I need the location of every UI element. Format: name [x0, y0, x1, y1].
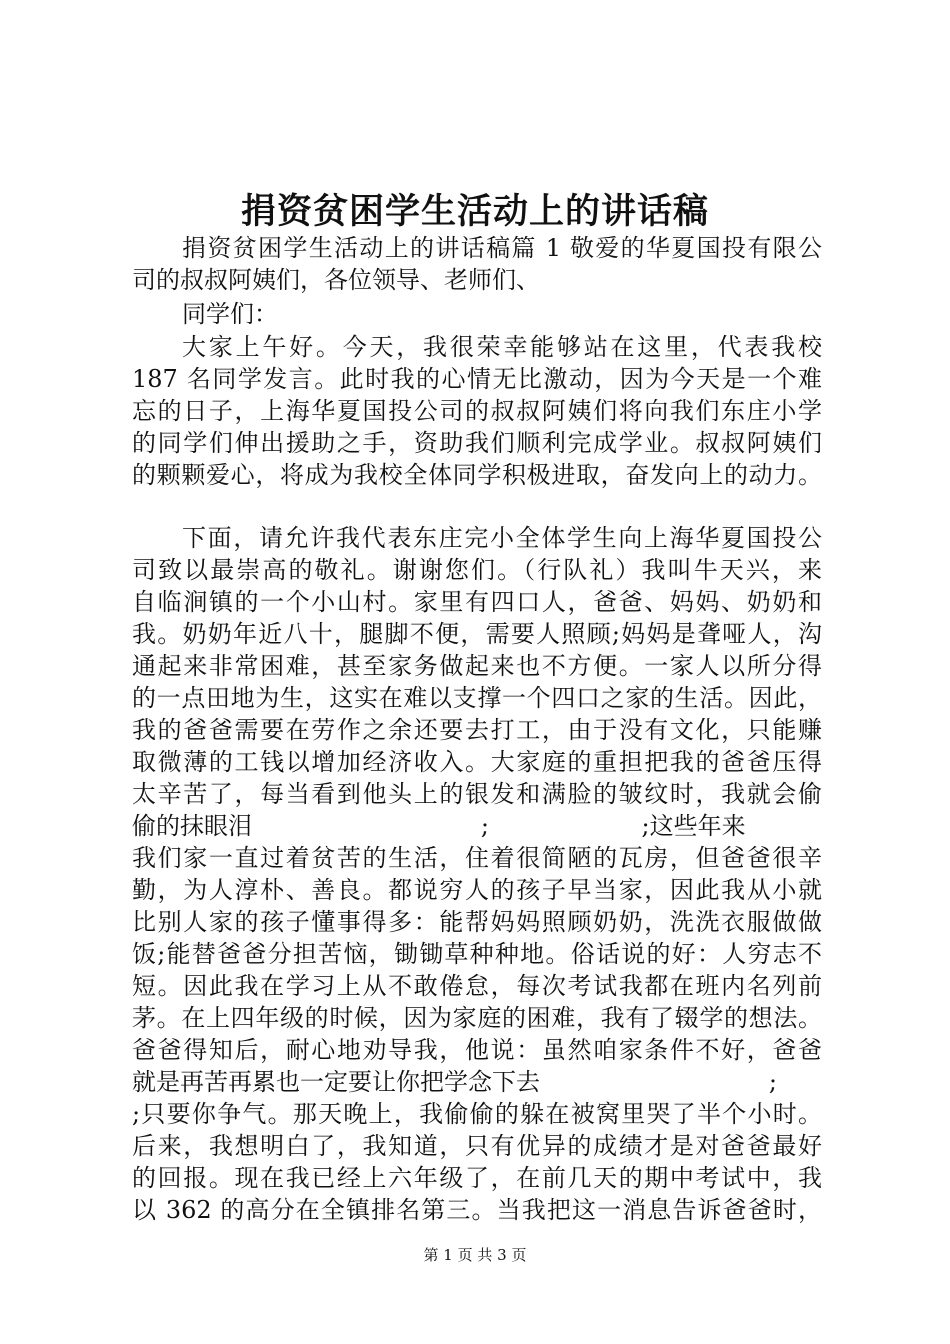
paragraph-line: 司的叔叔阿姨们，各位领导、老师们、: [132, 266, 540, 294]
paragraph-line: 后来，我想明白了，我知道，只有优异的成绩才是对爸爸最好: [132, 1132, 822, 1160]
paragraph-line: 我们家一直过着贫苦的生活，住着很简陋的瓦房，但爸爸很辛: [132, 844, 822, 872]
paragraph-line: 的一点田地为生，这实在难以支撑一个四口之家的生活。因此，: [132, 684, 822, 712]
paragraph-line: 司致以最崇高的敬礼。谢谢您们。（行队礼）我叫牛天兴，来: [132, 556, 822, 584]
paragraph-line: 自临涧镇的一个小山村。家里有四口人，爸爸、妈妈、奶奶和: [132, 588, 822, 616]
paragraph-line: 187 名同学发言。此时我的心情无比激动，因为今天是一个难: [132, 365, 822, 393]
paragraph-line: 就是再苦再累也一定要让你把学念下去 ;: [132, 1068, 777, 1096]
paragraph-line: 茅。在上四年级的时候，因为家庭的困难，我有了辍学的想法。: [132, 1004, 822, 1032]
paragraph-line: 大家上午好。今天，我很荣幸能够站在这里，代表我校: [182, 333, 822, 361]
paragraph-line: 取微薄的工钱以增加经济收入。大家庭的重担把我的爸爸压得: [132, 748, 822, 776]
paragraph-line: 我的爸爸需要在劳作之余还要去打工，由于没有文化，只能赚: [132, 716, 822, 744]
paragraph-line: 勤，为人淳朴、善良。都说穷人的孩子早当家，因此我从小就: [132, 876, 822, 904]
paragraph-line: ;只要你争气。那天晚上，我偷偷的躲在被窝里哭了半个小时。: [132, 1100, 822, 1128]
paragraph-line: 爸爸得知后，耐心地劝导我，他说：虽然咱家条件不好，爸爸: [132, 1036, 822, 1064]
document-title: 捐资贫困学生活动上的讲话稿: [240, 191, 709, 232]
paragraph-line: 短。因此我在学习上从不敢倦怠，每次考试我都在班内名列前: [132, 972, 822, 1000]
paragraph-line: 捐资贫困学生活动上的讲话稿篇 1 敬爱的华夏国投有限公: [182, 234, 822, 262]
paragraph-line: 下面，请允许我代表东庄完小全体学生向上海华夏国投公: [182, 524, 822, 552]
paragraph-line: 饭;能替爸爸分担苦恼，锄锄草种种地。俗话说的好：人穷志不: [132, 940, 822, 968]
paragraph-line: 的颗颗爱心，将成为我校全体同学积极进取，奋发向上的动力。: [132, 461, 822, 489]
paragraph-line: 偷的抹眼泪 ; ;这些年来: [132, 812, 746, 840]
paragraph-line: 的同学们伸出援助之手，资助我们顺利完成学业。叔叔阿姨们: [132, 429, 822, 457]
paragraph-line: 同学们：: [182, 300, 278, 328]
page-footer: 第 1 页 共 3 页: [423, 1246, 527, 1264]
paragraph-line: 忘的日子，上海华夏国投公司的叔叔阿姨们将向我们东庄小学: [132, 397, 822, 425]
paragraph-line: 以 362 的高分在全镇排名第三。当我把这一消息告诉爸爸时，: [132, 1196, 822, 1224]
paragraph-line: 我。奶奶年近八十，腿脚不便，需要人照顾;妈妈是聋哑人，沟: [132, 620, 822, 648]
paragraph-line: 的回报。现在我已经上六年级了，在前几天的期中考试中，我: [132, 1164, 822, 1192]
paragraph-line: 比别人家的孩子懂事得多：能帮妈妈照顾奶奶，洗洗衣服做做: [132, 908, 822, 936]
paragraph-line: 太辛苦了，每当看到他头上的银发和满脸的皱纹时，我就会偷: [132, 780, 822, 808]
paragraph-line: 通起来非常困难，甚至家务做起来也不方便。一家人以所分得: [132, 652, 822, 680]
